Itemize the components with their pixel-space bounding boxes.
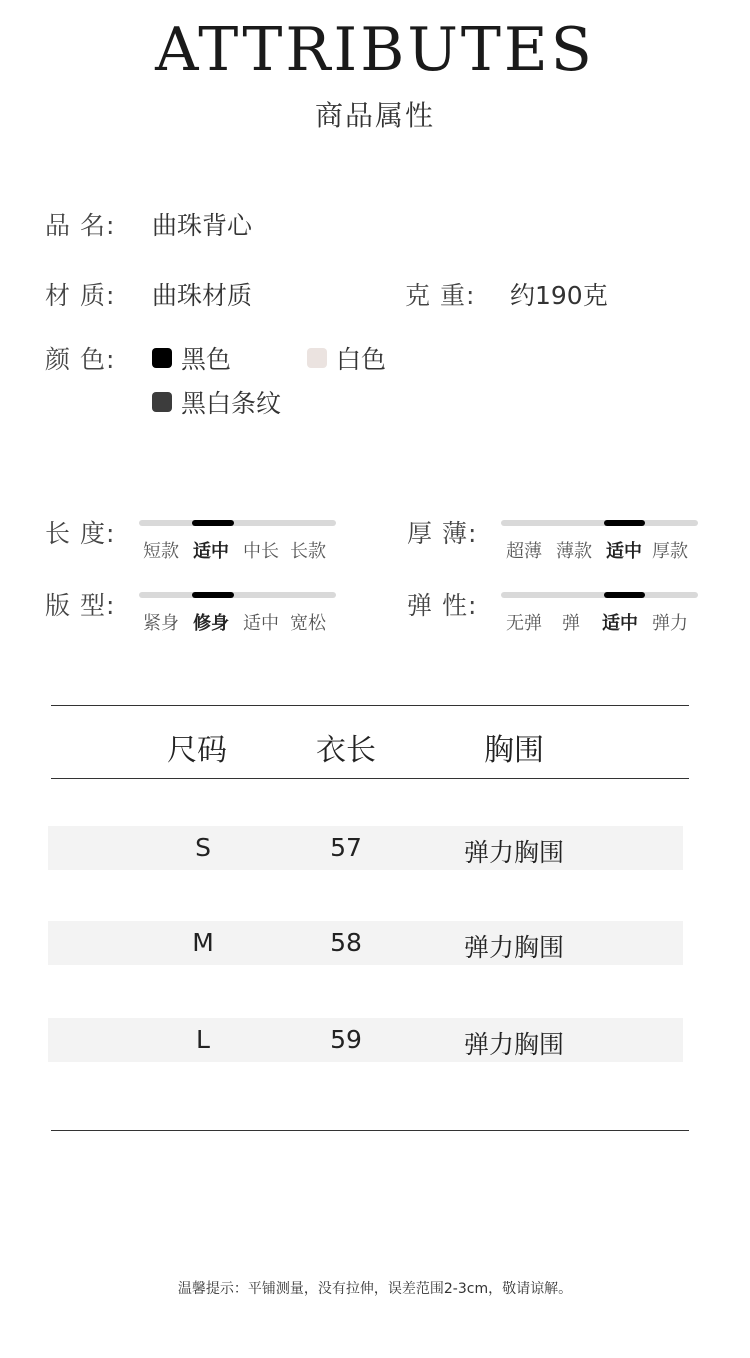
scale-option: 超薄 xyxy=(506,541,542,562)
size-cell: M xyxy=(192,928,214,957)
length-cell: 59 xyxy=(330,1025,362,1054)
scale-option: 薄款 xyxy=(556,541,592,562)
scale-option: 宽松 xyxy=(290,613,326,634)
size-cell: S xyxy=(195,833,211,862)
length-cell: 57 xyxy=(330,833,362,862)
scale-option: 厚款 xyxy=(652,541,688,562)
scale-option: 短款 xyxy=(143,541,179,562)
color-swatch xyxy=(152,392,172,412)
scale-option: 长款 xyxy=(290,541,326,562)
material-label: 材 质: xyxy=(45,281,116,310)
scale-option: 适中 xyxy=(602,613,638,634)
table-header-divider xyxy=(51,778,689,779)
chest-cell: 弹力胸围 xyxy=(463,1030,564,1059)
table-top-divider xyxy=(51,705,689,706)
scale-label: 长 度: xyxy=(45,519,116,548)
color-label: 颜 色: xyxy=(45,345,116,374)
title-chinese: 商品属性 xyxy=(314,99,435,132)
scale-track xyxy=(139,592,336,598)
size-cell: L xyxy=(196,1025,210,1054)
scale-option: 中长 xyxy=(243,541,279,562)
name-label: 品 名: xyxy=(45,211,116,240)
scale-option: 适中 xyxy=(193,541,229,562)
material-value: 曲珠材质 xyxy=(152,281,253,310)
scale-label: 弹 性: xyxy=(407,591,478,620)
color-name: 白色 xyxy=(336,345,387,374)
scale-indicator xyxy=(604,592,645,598)
color-swatch xyxy=(307,348,327,368)
scale-track xyxy=(501,520,698,526)
scale-option: 修身 xyxy=(193,613,229,634)
scale-option: 适中 xyxy=(243,613,279,634)
scale-label: 版 型: xyxy=(45,591,116,620)
scale-indicator xyxy=(604,520,645,526)
scale-track xyxy=(139,520,336,526)
weight-label: 克 重: xyxy=(405,281,476,310)
header-length: 衣长 xyxy=(316,733,376,768)
color-name: 黑白条纹 xyxy=(181,389,282,418)
scale-option: 弹 xyxy=(562,613,580,634)
measurement-note: 温馨提示：平铺测量，没有拉伸，误差范围2-3cm，敬请谅解。 xyxy=(177,1281,573,1297)
name-value: 曲珠背心 xyxy=(152,211,253,240)
color-name: 黑色 xyxy=(181,345,232,374)
scale-option: 紧身 xyxy=(143,613,179,634)
weight-value: 约190克 xyxy=(510,281,608,310)
table-bottom-divider xyxy=(51,1130,689,1131)
chest-cell: 弹力胸围 xyxy=(463,838,564,867)
title-english: ATTRIBUTES xyxy=(155,15,595,85)
scale-option: 无弹 xyxy=(506,613,542,634)
header-size: 尺码 xyxy=(167,733,227,768)
color-swatch xyxy=(152,348,172,368)
scale-option: 弹力 xyxy=(652,613,688,634)
scale-indicator xyxy=(192,592,233,598)
scale-option: 适中 xyxy=(606,541,642,562)
scale-indicator xyxy=(192,520,233,526)
length-cell: 58 xyxy=(330,928,362,957)
header-chest: 胸围 xyxy=(484,733,544,768)
scale-label: 厚 薄: xyxy=(407,519,478,548)
scale-track xyxy=(501,592,698,598)
chest-cell: 弹力胸围 xyxy=(463,933,564,962)
